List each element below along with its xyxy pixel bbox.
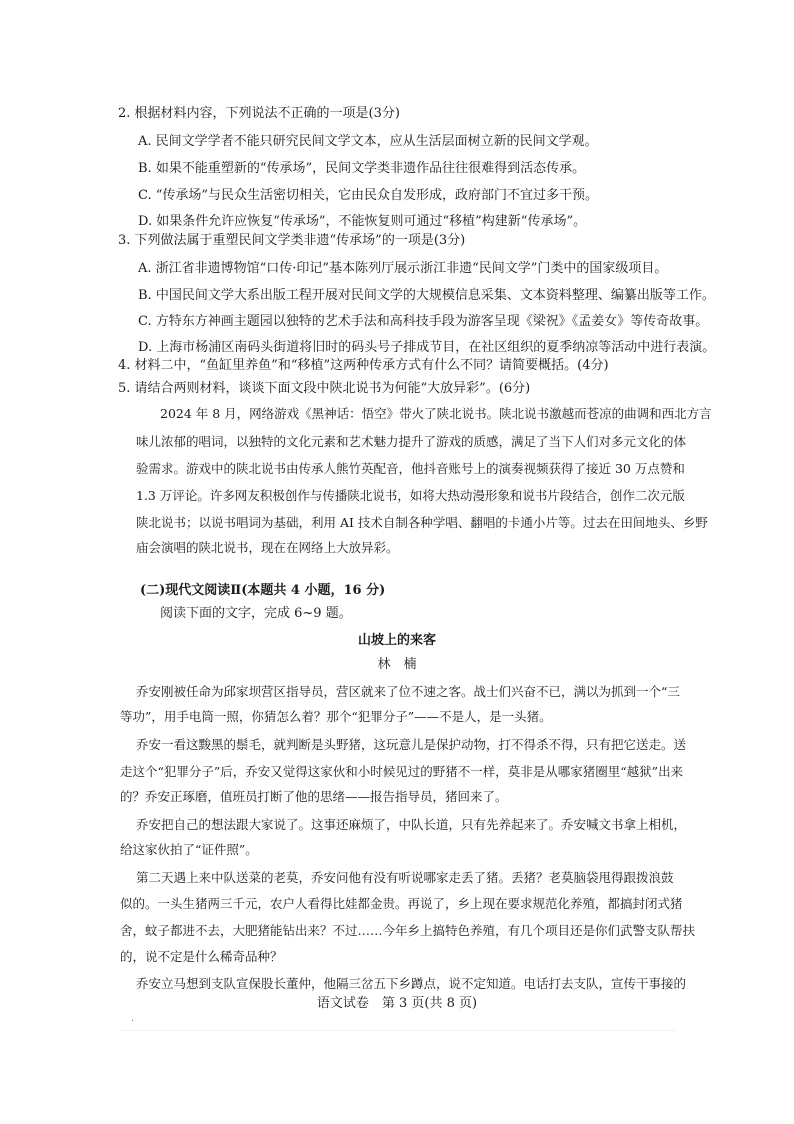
- story-line: 乔安立马想到支队宣保股长董仲，他隔三岔五下乡蹲点，说不定知道。电话打去支队，宣传干事接的: [136, 976, 687, 991]
- q3-option-d: D. 上海市杨浦区南码头街道将旧时的码头号子排成节目，在社区组织的夏季纳凉等活动中进行表演。: [138, 340, 716, 355]
- q2-option-d: D. 如果条件允许应恢复“传承场”，不能恢复则可通过“移植”构建新“传承场”。: [138, 214, 587, 229]
- q5-passage-line: 2024 年 8 月，网络游戏《黑神话：悟空》带火了陕北说书。陕北说书激越而苍凉的曲调和西北方言: [160, 406, 712, 421]
- story-line: 舍，蚊子都进不去，大肥猪能钻出来？不过……今年乡上搞特色养殖，有几个项目还是你们武警支队帮扶: [120, 923, 696, 938]
- q5-passage-line: 庙会演唱的陕北说书，现在在网络上大放异彩。: [136, 540, 399, 555]
- q5-passage-line: 验需求。游戏中的陕北说书由传承人熊竹英配音，他抖音账号上的演奏视频获得了接近 30 万点赞和: [136, 461, 685, 476]
- q3-option-c: C. 方特东方神画主题园以独特的艺术手法和高科技手段为游客呈现《梁祝》《孟姜女》等传奇故事。: [138, 314, 709, 329]
- q3-option-b: B. 中国民间文学大系出版工程开展对民间文学的大规模信息采集、文本资料整理、编纂出版等工作。: [138, 288, 715, 303]
- story-title: 山坡上的来客: [357, 633, 436, 648]
- q5-passage-line: 味儿浓郁的唱词，以独特的文化元素和艺术魅力提升了游戏的质感，满足了当下人们对多元文化的体: [136, 434, 687, 449]
- story-line: 等功”，用手电筒一照，你猜怎么着？那个“犯罪分子”——不是人，是一头猪。: [120, 709, 552, 724]
- story-line: 乔安刚被任命为邱家坝营区指导员，营区就来了位不速之客。战士们兴奋不已，满以为抓到一个“三: [136, 684, 680, 699]
- q3-option-a: A. 浙江省非遗博物馆“口传·印记”基本陈列厅展示浙江非遗“民间文学”门类中的国家级项目。: [138, 261, 668, 276]
- q2-option-c: C. “传承场”与民众生活密切相关，它由民众自发形成，政府部门不宜过多干预。: [138, 188, 599, 203]
- q2-option-a: A. 民间文学学者不能只研究民间文学文本，应从生活层面树立新的民间文学观。: [138, 134, 598, 149]
- q4-stem: 4. 材料二中，“鱼缸里养鱼”和“移植”这两种传承方式有什么不同？请简要概括。(4分): [118, 358, 609, 373]
- section-instruction: 阅读下面的文字，完成 6~9 题。: [160, 606, 352, 621]
- q5-stem: 5. 请结合两则材料，谈谈下面文段中陕北说书为何能“大放异彩”。(6分): [118, 381, 531, 396]
- scan-mark: ·: [131, 1016, 135, 1027]
- q5-passage-line: 陕北说书；以说书唱词为基础，利用 AI 技术自制各种学唱、翻唱的卡通小片等。过去在田间地头、乡野: [136, 515, 708, 530]
- q5-passage-line: 1.3 万评论。许多网友积极创作与传播陕北说书，如将大热动漫形象和说书片段结合，创作二次元版: [136, 488, 685, 503]
- section-heading: (二)现代文阅读Ⅱ(本题共 4 小题，16 分): [140, 583, 386, 598]
- page-footer: 语文试卷 第 3 页(共 8 页): [316, 996, 478, 1011]
- story-line: 乔安把自己的想法跟大家说了。这事还麻烦了，中队长道，只有先养起来了。乔安喊文书拿上相机，: [136, 817, 687, 832]
- story-line: 走这个“犯罪分子”后，乔安又觉得这家伙和小时候见过的野猪不一样，莫非是从哪家猪圈里“越狱”出来: [120, 764, 684, 779]
- story-author: 林 楠: [377, 657, 417, 672]
- story-line: 的？乔安正琢磨，值班员打断了他的思绪——报告指导员，猪回来了。: [120, 789, 508, 804]
- story-line: 的，说不定是什么稀奇品种？: [120, 949, 283, 964]
- story-line: 第二天遇上来中队送菜的老莫，乔安问他有没有听说哪家走丢了猪。丢猪？老莫脑袋甩得跟拨浪鼓: [136, 870, 674, 885]
- story-line: 给这家伙拍了“证件照”。: [120, 842, 258, 857]
- q2-option-b: B. 如果不能重塑新的“传承场”，民间文学类非遗作品往往很难得到活态传承。: [138, 161, 586, 176]
- story-line: 似的。一头生猪两三千元，农户人看得比娃都金贵。再说了，乡上现在要求规范化养殖，都搞封闭式猪: [120, 896, 683, 911]
- page-divider: [120, 1030, 675, 1031]
- story-line: 乔安一看这黢黑的鬃毛，就判断是头野猪，这玩意儿是保护动物，打不得杀不得，只有把它送走。送: [136, 737, 687, 752]
- q3-stem: 3. 下列做法属于重塑民间文学类非遗“传承场”的一项是(3分): [118, 233, 466, 248]
- q2-stem: 2. 根据材料内容，下列说法不正确的一项是(3分): [118, 106, 400, 121]
